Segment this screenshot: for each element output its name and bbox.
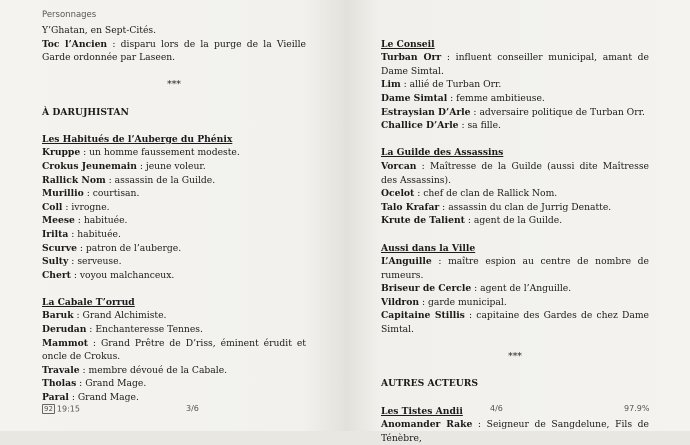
- character-name: Estraysian D’Arle: [381, 106, 471, 118]
- character-entry: [381, 78, 649, 92]
- section-separator: ***: [508, 351, 522, 363]
- character-description: : allié de Turban Orr.: [400, 79, 502, 91]
- character-name: Vorcan: [381, 160, 417, 172]
- battery-icon: 92: [44, 405, 53, 413]
- character-entry: [42, 38, 306, 65]
- character-name: Scurve: [42, 242, 77, 254]
- character-entry: [42, 160, 306, 174]
- character-entry: [381, 214, 649, 228]
- group-title: La Cabale T’orrud: [42, 296, 135, 308]
- character-name: Anomander Rake: [381, 419, 473, 431]
- spacer: [381, 391, 649, 405]
- character-entry: [381, 282, 649, 296]
- section-title: AUTRES ACTEURS: [381, 378, 479, 390]
- character-entry: [42, 377, 306, 391]
- character-description: : serveuse.: [68, 256, 122, 268]
- character-entry: [42, 201, 306, 215]
- character-name: Sulty: [42, 256, 69, 268]
- spacer: [381, 228, 649, 242]
- character-description: : courtisan.: [83, 188, 140, 200]
- character-entry: [42, 228, 306, 242]
- character-entry: [42, 269, 306, 283]
- character-description: : patron de l’auberge.: [76, 242, 182, 254]
- character-entry: [42, 174, 306, 188]
- character-name: Challice D’Arle: [381, 120, 459, 132]
- left-page[interactable]: [0, 0, 345, 431]
- clock: 19:15: [56, 404, 80, 414]
- spacer: [381, 24, 649, 38]
- spacer: [42, 119, 306, 133]
- character-description: : Grand Prêtre de D’riss, éminent érudit et oncle de Crokus.: [42, 337, 306, 363]
- character-entry: [42, 187, 306, 201]
- character-entry: [42, 337, 306, 364]
- character-entry: [381, 418, 649, 445]
- character-description: : influent conseiller municipal, amant de Dame Simtal.: [381, 52, 649, 77]
- left-page-number: 3/6: [186, 404, 199, 413]
- character-name: Dame Simtal: [381, 92, 448, 104]
- character-name: Mammot: [42, 337, 88, 349]
- character-description: : adversaire politique de Turban Orr.: [470, 106, 645, 118]
- character-entry: [381, 92, 649, 106]
- spacer: [381, 337, 649, 351]
- character-description: : agent de la Guilde.: [464, 215, 563, 227]
- character-entry: [42, 309, 306, 323]
- character-name: Briseur de Cercle: [381, 283, 472, 295]
- reading-progress: 97.9%: [624, 404, 650, 413]
- character-name: Crokus Jeunemain: [42, 160, 137, 172]
- character-name: Meese: [42, 215, 75, 227]
- character-entry: [42, 391, 306, 405]
- character-description: : ivrogne.: [62, 201, 110, 213]
- character-name: Baruk: [42, 310, 74, 322]
- character-entry: [381, 309, 649, 336]
- character-description: : maître espion au centre de nombre de rumeurs.: [381, 256, 649, 281]
- character-description: : voyou malchanceux.: [70, 269, 175, 281]
- right-page-number: 4/6: [490, 404, 503, 413]
- spacer: [42, 65, 306, 79]
- character-entry: [381, 187, 649, 201]
- character-description: : assassin de la Guilde.: [105, 174, 216, 186]
- character-description: : assassin du clan de Jurrig Denatte.: [439, 201, 612, 213]
- group-title: Les Habitués de l’Auberge du Phénix: [42, 133, 233, 145]
- character-name: Talo Krafar: [381, 201, 440, 213]
- group-title: Les Tistes Andii: [381, 405, 463, 417]
- character-name: Rallick Nom: [42, 174, 106, 186]
- character-description: : chef de clan de Rallick Nom.: [414, 188, 558, 200]
- character-description: : Grand Mage.: [76, 378, 147, 390]
- character-description: : membre dévoué de la Cabale.: [79, 364, 228, 376]
- right-page-content: [381, 24, 649, 445]
- right-page[interactable]: [345, 0, 690, 444]
- character-name: Capitaine Stillis: [381, 310, 465, 322]
- character-entry: [381, 119, 649, 133]
- section-separator: ***: [167, 79, 181, 91]
- character-description: : garde municipal.: [419, 296, 507, 308]
- spacer: [42, 282, 306, 296]
- character-description: : Maîtresse de la Guilde (aussi dite Maîtresse des Assassins).: [381, 160, 649, 186]
- character-name: L’Anguille: [381, 256, 432, 268]
- character-entry: [42, 255, 306, 269]
- group-title: Le Conseil: [381, 38, 435, 50]
- character-description: : Grand Alchimiste.: [73, 310, 167, 322]
- character-name: Krute de Talient: [381, 215, 465, 227]
- character-description: : disparu lors de la purge de la Vieille Garde ordonnée par Laseen.: [42, 38, 306, 64]
- character-name: Coll: [42, 201, 63, 213]
- character-name: Murillio: [42, 188, 84, 200]
- character-description: : habituée.: [68, 228, 121, 240]
- character-description: : sa fille.: [458, 120, 501, 132]
- character-entry: [42, 364, 306, 378]
- chapter-title: Personnages: [42, 10, 97, 20]
- character-entry: [42, 323, 306, 337]
- character-name: Turban Orr: [381, 52, 442, 64]
- character-entry: [381, 296, 649, 310]
- character-description: : un homme faussement modeste.: [80, 147, 240, 159]
- character-entry: [381, 255, 649, 282]
- character-description: : capitaine des Gardes de chez Dame Simtal.: [381, 310, 649, 336]
- status-area: [42, 404, 80, 414]
- spacer: [381, 364, 649, 378]
- character-description: : jeune voleur.: [136, 160, 206, 172]
- character-entry: [381, 201, 649, 215]
- character-entry: [381, 160, 649, 187]
- character-description: : Seigneur de Sangdelune, Fils de Ténèbre,: [381, 419, 649, 444]
- group-title: Aussi dans la Ville: [381, 242, 476, 254]
- character-entry: [42, 214, 306, 228]
- character-name: Paral: [42, 392, 69, 404]
- character-name: Tholas: [42, 378, 77, 390]
- text-line: Y’Ghatan, en Sept-Cités.: [42, 25, 157, 36]
- character-description: : agent de l’Anguille.: [471, 283, 572, 295]
- character-name: Toc l’Ancien: [42, 38, 108, 50]
- character-description: : femme ambitieuse.: [447, 92, 545, 104]
- character-name: Travale: [42, 364, 80, 376]
- character-name: Derudan: [42, 324, 87, 336]
- character-entry: [42, 242, 306, 256]
- character-name: Lim: [381, 79, 401, 91]
- character-entry: [381, 106, 649, 120]
- section-title: À DARUJHISTAN: [42, 106, 129, 118]
- character-name: Ocelot: [381, 188, 415, 200]
- character-description: : habituée.: [74, 215, 128, 227]
- character-entry: [381, 51, 649, 78]
- character-name: Chert: [42, 269, 71, 281]
- character-name: Kruppe: [42, 147, 81, 159]
- character-name: Irilta: [42, 228, 69, 240]
- spacer: [42, 92, 306, 106]
- left-page-content: [42, 24, 306, 405]
- character-description: : Grand Mage.: [68, 392, 139, 404]
- spacer: [381, 133, 649, 147]
- group-title: La Guilde des Assassins: [381, 147, 504, 159]
- character-name: Vildron: [381, 296, 420, 308]
- character-description: : Enchanteresse Tennes.: [86, 324, 203, 336]
- character-entry: [42, 146, 306, 160]
